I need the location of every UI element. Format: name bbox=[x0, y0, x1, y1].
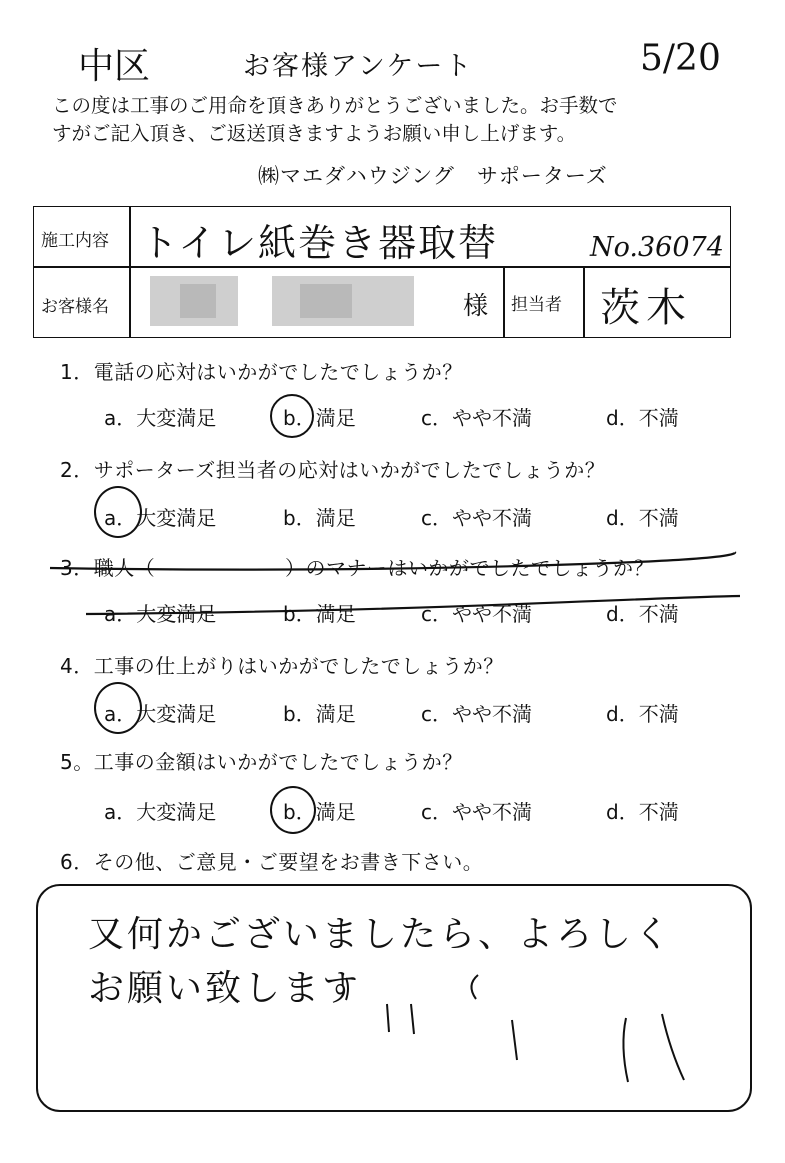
q3-option-d: d．不満 bbox=[606, 602, 679, 626]
q2-option-d: d．不満 bbox=[606, 506, 679, 530]
q4-option-c: c．やや不満 bbox=[421, 702, 532, 726]
q4-option-d: d．不満 bbox=[606, 702, 679, 726]
q5-option-d: d．不満 bbox=[606, 800, 679, 824]
q5-option-c: c．やや不満 bbox=[421, 800, 532, 824]
staff-label: 担当者 bbox=[511, 295, 562, 315]
comment-line-2: お願い致します bbox=[88, 968, 362, 1009]
question-5: 5。工事の金額はいかがでしたでしょうか？ bbox=[60, 750, 463, 774]
question-3-suffix: ）のマナーはいかがでしたでしょうか？ bbox=[285, 556, 654, 580]
work-number: No.36074 bbox=[590, 232, 724, 263]
question-1: 1．電話の応対はいかがでしたでしょうか？ bbox=[60, 360, 463, 384]
survey-title: お客様アンケート bbox=[243, 51, 474, 82]
q3-option-c: c．やや不満 bbox=[421, 602, 532, 626]
q5-option-b: b．満足 bbox=[283, 800, 356, 824]
work-label: 施工内容 bbox=[41, 231, 109, 251]
q5-option-a: a．大変満足 bbox=[104, 800, 217, 824]
q2-option-b: b．満足 bbox=[283, 506, 356, 530]
q4-option-b: b．満足 bbox=[283, 702, 356, 726]
comment-scribble-marks bbox=[346, 975, 684, 1082]
question-3-prefix: 3．職人（ bbox=[60, 556, 156, 580]
q1-option-c: c．やや不満 bbox=[421, 406, 532, 430]
q3-options-strikethrough-line bbox=[86, 596, 740, 614]
q1-option-a: a．大変満足 bbox=[104, 406, 217, 430]
staff-value: 茨木 bbox=[600, 285, 692, 331]
question-2: 2．サポーターズ担当者の応対はいかがでしたでしょうか？ bbox=[60, 458, 606, 482]
customer-label: お客様名 bbox=[41, 297, 109, 317]
q2-option-c: c．やや不満 bbox=[421, 506, 532, 530]
q3-strikethrough-line bbox=[50, 552, 735, 570]
company-name: ㈱マエダハウジング サポーターズ bbox=[258, 164, 608, 188]
q3-option-b: b．満足 bbox=[283, 602, 356, 626]
q4-option-a: a．大変満足 bbox=[104, 702, 217, 726]
comment-line-1: 又何かございましたら、よろしく bbox=[88, 914, 674, 955]
q1-option-b: b．満足 bbox=[283, 406, 356, 430]
q2-option-a: a．大変満足 bbox=[104, 506, 217, 530]
q3-option-a: a．大変満足 bbox=[104, 602, 217, 626]
work-value: トイレ紙巻き器取替 bbox=[140, 221, 499, 265]
customer-honorific: 様 bbox=[463, 291, 489, 320]
intro-line-2: すがご記入頂き、ご返送頂きますようお願い申し上げます。 bbox=[52, 122, 577, 145]
date-handwritten-note: 5/20 bbox=[640, 38, 721, 79]
question-4: 4．工事の仕上がりはいかがでしたでしょうか？ bbox=[60, 654, 504, 678]
intro-line-1: この度は工事のご用命を頂きありがとうございました。お手数で bbox=[52, 94, 618, 117]
area-handwritten-note: 中区 bbox=[78, 46, 151, 87]
q1-option-d: d．不満 bbox=[606, 406, 679, 430]
question-6: 6．その他、ご意見・ご要望をお書き下さい。 bbox=[60, 850, 484, 874]
